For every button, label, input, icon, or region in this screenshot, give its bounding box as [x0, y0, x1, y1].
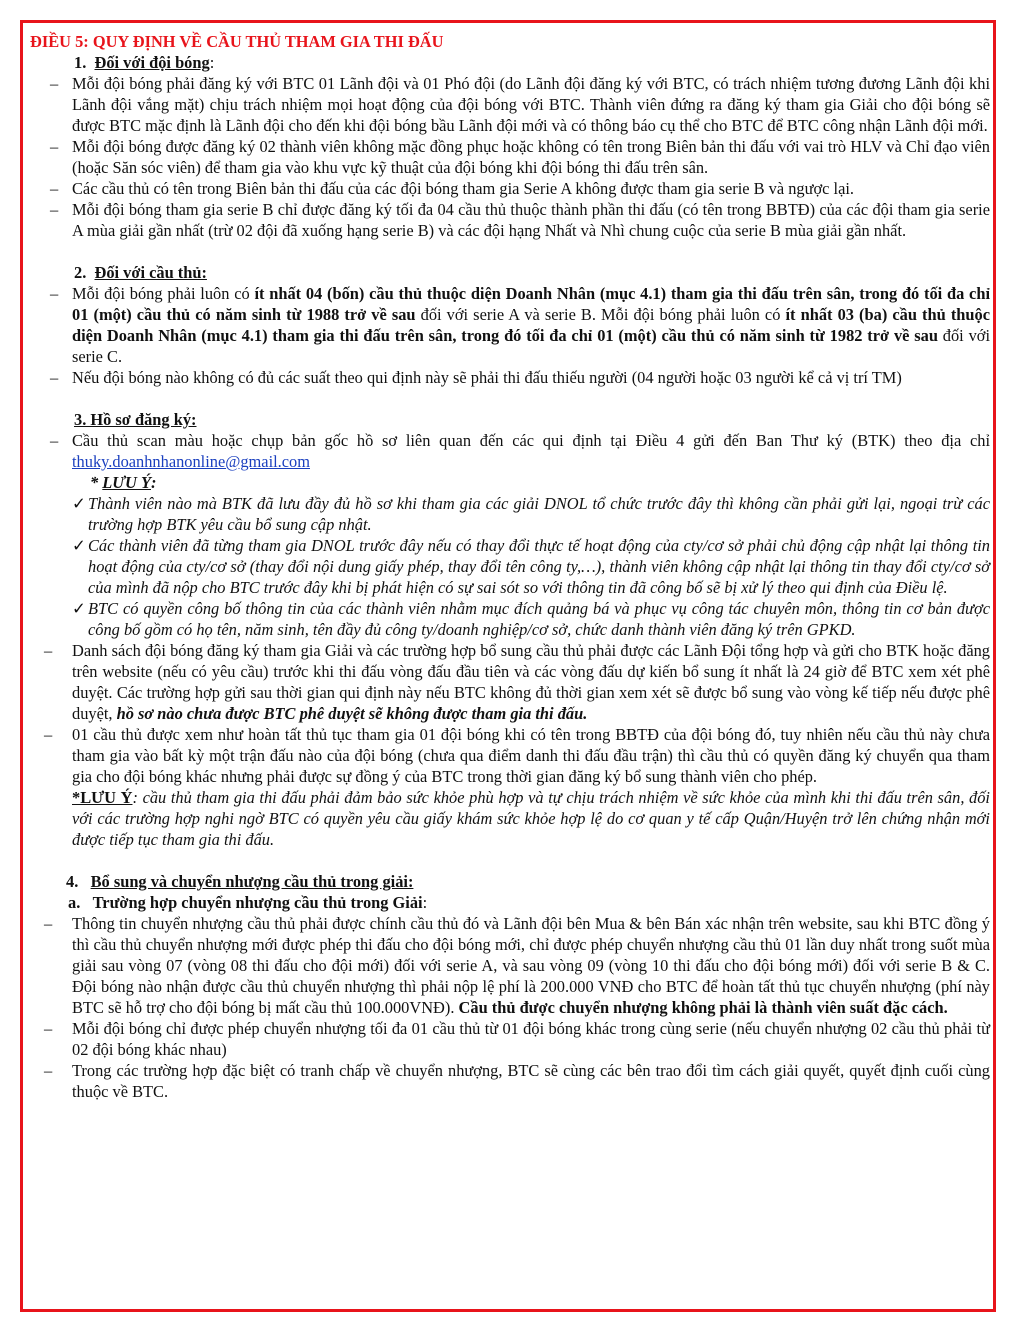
check-icon: ✓ — [72, 494, 86, 513]
section-3-heading: 3. Hồ sơ đăng ký: — [74, 410, 197, 429]
list-item: – Các cầu thủ có tên trong Biên bản thi đấu của các đội bóng tham gia Serie A không được tham gia serie B và ngược lại. — [50, 179, 855, 198]
list-item: – Trong các trường hợp đặc biệt có tranh chấp về chuyển nhượng, BTC sẽ cùng các bên trao đổi tìm cách giải quyết, quyết định cuối cùng thuộc về BTC. — [44, 1061, 990, 1101]
list-item: – Mỗi đội bóng được đăng ký 02 thành viên không mặc đồng phục hoặc không có tên trong Biên bản thi đấu với vai trò HLV và Chỉ đạo viên (hoặc Săn sóc viên) để tham gia vào khu vực kỹ thuật của đội bóng khi đội bóng thi đấu trên sân. — [50, 137, 990, 177]
email-link[interactable]: thuky.doanhnhanonline@gmail.com — [72, 452, 310, 471]
check-icon: ✓ — [72, 599, 86, 618]
section-1-heading: 1. Đối với đội bóng: — [74, 53, 215, 72]
note-heading: * LƯU Ý: — [90, 473, 157, 492]
note-item: ✓ Thành viên nào mà BTK đã lưu đầy đủ hồ sơ khi tham gia các giải DNOL tổ chức trước đây thì không cần phải gửi lại, ngoại trừ các trường hợp BTK yêu cầu bổ sung cập nhật. — [72, 494, 990, 534]
article-title: ĐIỀU 5: QUY ĐỊNH VỀ CẦU THỦ THAM GIA THI ĐẤU — [30, 32, 444, 51]
section-4-heading: 4. Bổ sung và chuyển nhượng cầu thủ trong giải: — [66, 872, 414, 891]
list-item: – Nếu đội bóng nào không có đủ các suất theo qui định này sẽ phải thi đấu thiếu người (04 người hoặc 03 người kể cả vị trí TM) — [50, 368, 902, 387]
list-item: – Danh sách đội bóng đăng ký tham gia Giải và các trường hợp bổ sung cầu thủ phải được các Lãnh Đội tổng hợp và gửi cho BTK hoặc đăng trên website (nếu có yêu cầu) trước khi thi đấu vòng đấu đầu tiên và các vòng đấu dự kiến bổ sung ít nhất là 24 giờ để BTC xem xét phê duyệt. Các trường hợp gửi sau thời gian qui định này nếu BTC không đủ thời gian xem xét sẽ được bổ sung vào vòng kế tiếp nếu được phê duyệt, hồ sơ nào chưa được BTC phê duyệt sẽ không được tham gia thi đấu. — [44, 641, 990, 723]
health-note: *LƯU Ý: cầu thủ tham gia thi đấu phải đảm bảo sức khỏe phù hợp và tự chịu trách nhiệm về sức khỏe của mình khi thi đấu trên sân, đối với các trường hợp nghi ngờ BTC có quyền yêu cầu giấy khám sức khỏe hợp lệ do cơ quan y tế cấp Quận/Huyện trở lên chứng nhận mới được tiếp tục tham gia thi đấu. — [72, 788, 990, 849]
list-item: – Thông tin chuyển nhượng cầu thủ phải được chính cầu thủ đó và Lãnh đội bên Mua & bên Bán xác nhận trên website, sau khi BTC đồng ý thì cầu thủ chuyển nhượng mới được phép thi đấu cho đội bóng mới, chỉ được phép chuyển nhượng cầu thủ 01 lần duy nhất trong suốt mùa giải sau vòng 07 (vòng 08 thi đấu cho đội mới) đối với serie A, và sau vòng 09 (vòng 10 thi đấu cho đội bóng mới) đối với serie B & C. Đội bóng nào nhận được cầu thủ chuyển nhượng thì phải nộp lệ phí là 200.000 VNĐ cho BTC để hoàn tất thủ tục chuyển nhượng (phí này BTC sẽ hỗ trợ cho đội bóng bị mất cầu thủ 100.000VNĐ). Cầu thủ được chuyển nhượng không phải là thành viên suất đặc cách. — [44, 914, 990, 1017]
list-item: – Mỗi đội bóng chỉ được phép chuyển nhượng tối đa 01 cầu thủ từ 01 đội bóng khác trong cùng serie (nếu chuyển nhượng 02 cầu thủ phải từ 02 đội bóng khác nhau) — [44, 1019, 990, 1059]
section-4a-heading: a. Trường hợp chuyển nhượng cầu thủ trong Giải: — [68, 893, 428, 912]
list-item: – Mỗi đội bóng tham gia serie B chỉ được đăng ký tối đa 04 cầu thủ thuộc thành phần thi đấu (có tên trong BBTĐ) của các đội tham gia serie A mùa giải gần nhất (trừ 02 đội đã xuống hạng serie B) và các đội hạng Nhất và Nhì chung cuộc của serie B mùa giải gần nhất. — [50, 200, 990, 240]
list-item: – Cầu thủ scan màu hoặc chụp bản gốc hồ sơ liên quan đến các qui định tại Điều 4 gửi đến Ban Thư ký (BTK) theo địa chỉ thuky.doanhnhanonline@gmail.com — [50, 431, 990, 471]
document-body — [30, 31, 990, 1102]
note-item: ✓ Các thành viên đã từng tham gia DNOL trước đây nếu có thay đổi thực tế hoạt động của cty/cơ sở phải chủ động cập nhật lại thông tin hoạt động của cty/cơ sở (thay đổi nội dung giấy phép, thay đổi tên công ty,…), thành viên không cập nhật lại thông tin thay đổi cty/cơ sở của mình đã nộp cho BTC trước đây khi bị phát hiện có sự sai sót so với thông tin đã công bố sẽ bị xử lý theo qui định của Điều lệ. — [72, 536, 990, 597]
note-item: ✓ BTC có quyền công bố thông tin của các thành viên nhằm mục đích quảng bá và phục vụ công tác chuyên môn, thông tin cơ bản được công bố gồm có họ tên, năm sinh, tên đầy đủ công ty/doanh nghiệp/cơ sở, chức danh thành viên đăng ký trên GPKD. — [72, 599, 990, 639]
section-2-heading: 2. Đối với cầu thủ: — [74, 263, 207, 282]
check-icon: ✓ — [72, 536, 86, 555]
list-item: – Mỗi đội bóng phải luôn có ít nhất 04 (bốn) cầu thủ thuộc diện Doanh Nhân (mục 4.1) tham gia thi đấu trên sân, trong đó tối đa chỉ 01 (một) cầu thủ có năm sinh từ 1988 trở về sau đối với serie A và serie B. Mỗi đội bóng phải luôn có ít nhất 03 (ba) cầu thủ thuộc diện Doanh Nhân (mục 4.1) tham gia thi đấu trên sân, trong đó tối đa chỉ 01 (một) cầu thủ có năm sinh từ 1982 trở về sau đối với serie C. — [50, 284, 990, 366]
list-item: – 01 cầu thủ được xem như hoàn tất thủ tục tham gia 01 đội bóng khi có tên trong BBTĐ của đội bóng đó, tuy nhiên nếu cầu thủ này chưa tham gia vào bất kỳ một trận đấu nào của đội bóng (chưa qua điểm danh thi đấu đầu trận) thì cầu thủ có quyền đăng ký chuyển qua tham gia cho đội bóng khác nhưng phải được sự đồng ý của BTC trong thời gian đăng ký bổ sung thành viên cho phép. — [44, 725, 990, 786]
list-item: – Mỗi đội bóng phải đăng ký với BTC 01 Lãnh đội và 01 Phó đội (do Lãnh đội đăng ký với BTC, có trách nhiệm tương đương Lãnh đội khi Lãnh đội vắng mặt) chịu trách nhiệm mọi hoạt động của đội bóng với BTC. Thành viên đứng ra đăng ký tham gia Giải cho đội bóng sẽ được BTC mặc định là Lãnh đội cho đến khi đội bóng bầu Lãnh đội mới và có thông báo cụ thể cho BTC để BTC công nhận Lãnh đội mới. — [50, 74, 990, 135]
